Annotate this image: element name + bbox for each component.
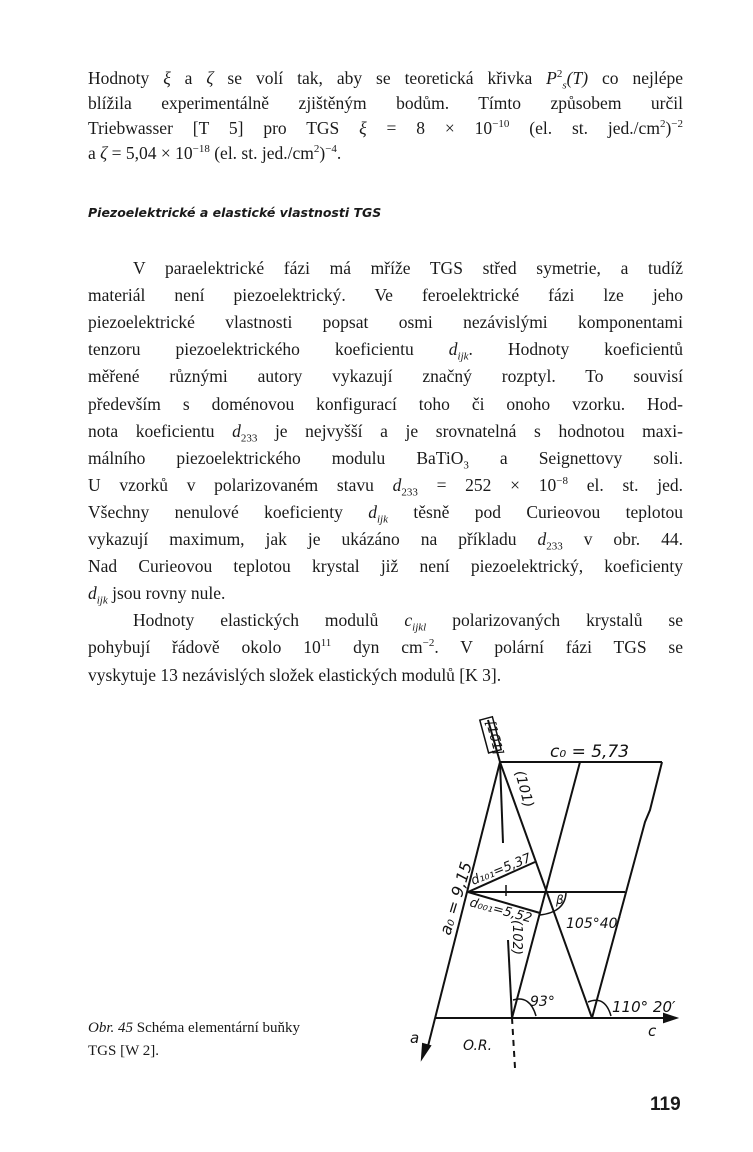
plane-102-label: (102) <box>509 920 524 955</box>
text-run: je nejvyšší a je srovnatelná s hodnotou maxi- <box>257 420 683 441</box>
plane-101-label: (101) <box>511 768 537 810</box>
c0-label: c₀ = 5,73 <box>550 742 630 762</box>
beta-label: β <box>556 893 564 907</box>
text-run: (el. st. jed./cm <box>509 118 660 138</box>
text-run: a <box>88 143 101 163</box>
caption-text-2: TGS [W 2]. <box>88 1043 159 1059</box>
text-run: P <box>546 68 557 88</box>
text-run: nota koeficientu <box>88 420 233 441</box>
normal-line <box>500 762 503 843</box>
text-run: měřené různými autory vykazují značný rozptyl. To souvisí <box>88 366 683 387</box>
text-run: c <box>404 610 413 631</box>
text-run: . <box>336 143 342 163</box>
a0-label: a₀ = 9,15 <box>435 859 476 938</box>
text-run: polarizovaných krystalů se <box>426 610 684 631</box>
text-run: d <box>232 420 241 441</box>
text-run: 233 <box>546 540 563 553</box>
text-run: . Hodnoty koeficientů <box>468 339 684 360</box>
text-run: 3 <box>463 459 469 472</box>
right-edge <box>592 762 662 1018</box>
text-run: 233 <box>240 432 258 445</box>
text-run: Triebwasser [T 5] pro TGS <box>88 118 360 138</box>
angle93-label: 93° <box>530 994 555 1010</box>
angle-beta-label: 105°40′ <box>566 916 621 932</box>
text-run: ζ <box>100 143 108 163</box>
text-run: především s doménovou konfigurací toho či onoho vzorku. Hod- <box>88 393 683 414</box>
text-run: Všechny nenulové koeficienty <box>88 501 369 522</box>
text-run: ) <box>319 143 326 163</box>
text-run: materiál není piezoelektrický. Ve feroelektrické fázi lze jeho <box>88 285 683 306</box>
text-run: Hodnoty <box>88 68 164 88</box>
origin-dashed-line <box>512 1018 515 1068</box>
axis-c-label: c <box>648 1022 657 1040</box>
plane-101-line <box>500 762 592 1018</box>
text-run: 2 <box>659 118 666 131</box>
text-run: pohybují řádově okolo 10 <box>88 637 321 658</box>
text-run: Nad Curieovou teplotou krystal již není piezoelektrický, koeficienty <box>88 556 683 577</box>
text-run: −8 <box>556 474 568 487</box>
caption-number: Obr. 45 <box>88 1020 134 1036</box>
text-run: ξ <box>359 118 367 138</box>
text-run: a Seignettovy soli. <box>468 447 683 468</box>
text-run: 233 <box>401 486 418 499</box>
text-run: jsou rovny nule. <box>107 583 226 604</box>
a-axis-arrow <box>422 1044 430 1058</box>
text-run: ijkl <box>412 621 427 634</box>
text-run: −2 <box>671 118 683 131</box>
text-run: = 8 × 10 <box>366 118 493 138</box>
text-run: tenzoru piezoelektrického koeficientu <box>88 339 449 360</box>
text-run: el. st. jed. <box>567 474 683 495</box>
text-run: −18 <box>192 143 210 156</box>
text-run: = 252 × 10 <box>417 474 557 495</box>
text-run: (el. st. jed./cm <box>209 143 314 163</box>
text-run: d <box>448 339 458 360</box>
text-run: vyskytuje 13 nezávislých složek elastických modulů [K 3]. <box>88 664 502 685</box>
text-run: d <box>537 529 547 549</box>
origin-label: O.R. <box>463 1038 493 1054</box>
text-run: ζ <box>206 68 214 88</box>
text-run: ijk <box>96 594 108 607</box>
text-run: těsně pod Curieovou teplotou <box>388 501 683 522</box>
text-run: v obr. 44. <box>562 529 683 549</box>
text-run: V paraelektrické fázi má mříže TGS střed symetrie, a tudíž <box>133 258 683 278</box>
text-run: piezoelektrické vlastnosti popsat osmi nezávislými komponentami <box>88 312 683 333</box>
text-run: co nejlépe <box>588 68 683 88</box>
text-run: vykazují maximum, jak je ukázáno na příkladu <box>88 529 538 549</box>
text-run: dyn cm <box>331 637 423 658</box>
text-run: −10 <box>492 118 510 131</box>
text-run: ) <box>665 118 672 138</box>
text-run: se volí tak, aby se teoretická křivka <box>213 68 547 88</box>
caption-text-1: Schéma elementární buňky <box>136 1020 301 1036</box>
text-run: −4 <box>325 143 337 156</box>
text-run: ξ <box>163 68 171 88</box>
text-run: d <box>368 501 377 522</box>
figure-caption <box>88 1020 300 1037</box>
section-heading: Piezoelektrické a elastické vlastnosti TGS <box>88 205 382 220</box>
text-run: d <box>392 474 402 495</box>
text-run: s <box>562 79 567 92</box>
d001-label: d₀₀₁=5,52 <box>467 895 534 927</box>
text-run: málního piezoelektrického modulu BaTiO <box>88 447 464 468</box>
text-run: 2 <box>556 68 563 81</box>
text-run: . V polární fázi TGS se <box>434 637 683 658</box>
text-run: Hodnoty elastických modulů <box>133 610 405 631</box>
page-number: 119 <box>650 1094 681 1115</box>
text-run: 11 <box>320 637 332 650</box>
d101-label: d₁₀₁=5,37 <box>468 850 534 889</box>
text-run: −2 <box>422 637 435 650</box>
angle110-label: 110° 20′ <box>612 998 676 1016</box>
text-run: a <box>170 68 207 88</box>
text-run: = 5,04 × 10 <box>107 143 193 163</box>
text-run: (T) <box>566 68 589 88</box>
text-run: ijk <box>377 513 388 526</box>
text-run: ijk <box>457 350 469 363</box>
dir-101-label: [10̄1] <box>482 719 506 757</box>
axis-a-label: a <box>410 1029 420 1047</box>
text-run: blížila experimentálně zjištěným bodům. Tímto způsobem určil <box>88 93 683 113</box>
text-run: U vzorků v polarizovaném stavu <box>88 474 393 495</box>
text-run: d <box>88 583 97 604</box>
text-run: 2 <box>313 143 320 156</box>
